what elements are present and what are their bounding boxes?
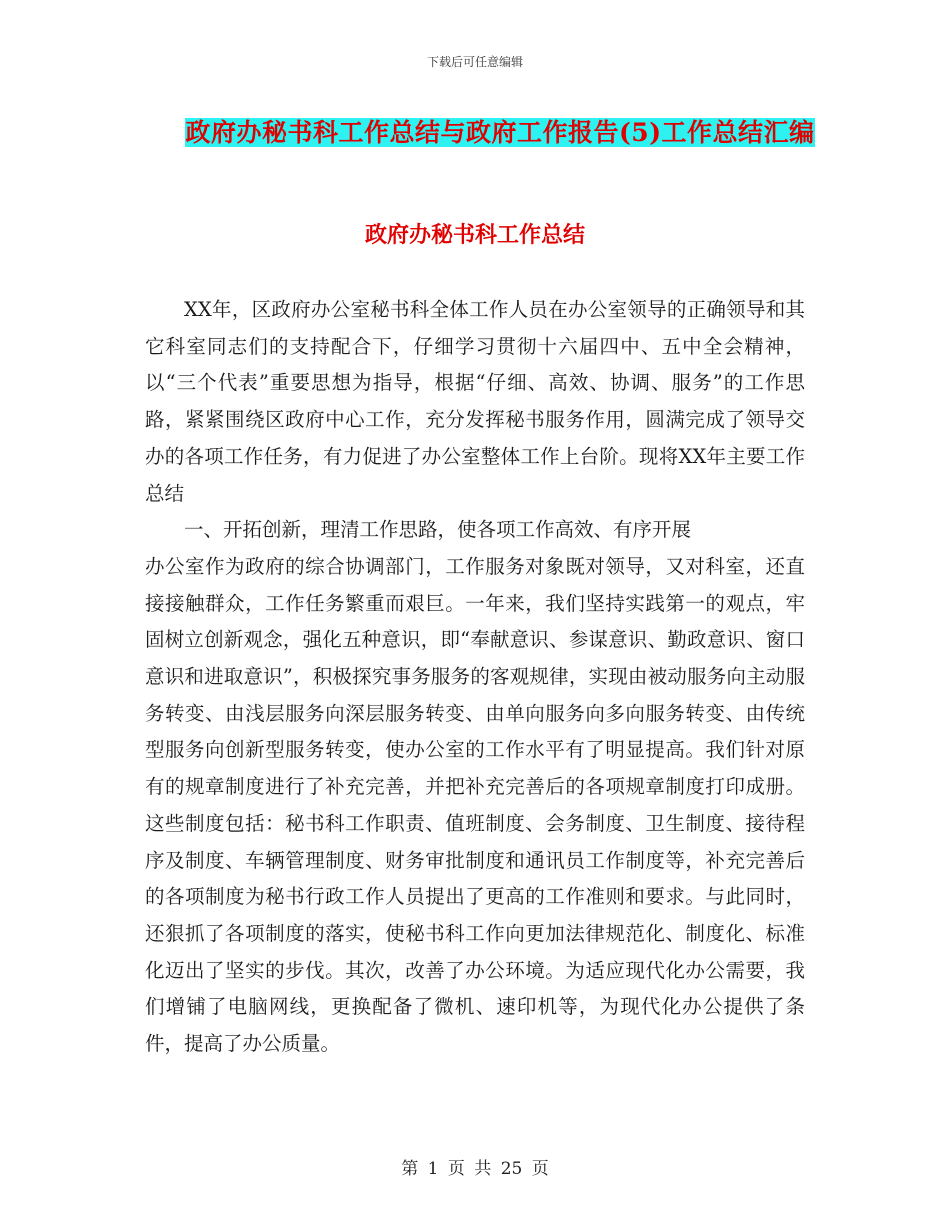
paragraph-heading-1: 一、开拓创新，理清工作思路，使各项工作高效、有序开展 <box>184 518 692 542</box>
paragraph-intro: XX年，区政府办公室秘书科全体工作人员在办公室领导的正确领导和其它科室同志们的支持配合下，仔细学习贯彻十六届四中、五中全会精神，以“三个代表”重要思想为指导，根据“仔细、高效、协调、服务”的工作思路，紧紧围绕区政府中心工作，充分发挥秘书服务作用，圆满完成了领导交办的各项工作任务，有力促进了办公室整体工作上台阶。现将XX年主要工作总结 <box>145 298 805 505</box>
document-body <box>145 292 805 1063</box>
document-title <box>180 110 820 155</box>
page-header-note: 下载后可任意编辑 <box>426 55 523 69</box>
section-title: 政府办秘书科工作总结 <box>364 222 585 248</box>
document-title-text: 政府办秘书科工作总结与政府工作报告(5)工作总结汇编 <box>185 118 815 147</box>
paragraph-body-1: 办公室作为政府的综合协调部门，工作服务对象既对领导，又对科室，还直接接触群众，工作任务繁重而艰巨。一年来，我们坚持实践第一的观点，牢固树立创新观念，强化五种意识，即“奉献意识、参谋意识、勤政意识、窗口意识和进取意识”，积极探究事务服务的客观规律，实现由被动服务向主动服务转变、由浅层服务向深层服务转变、由单向服务向多向服务转变、由传统型服务向创新型服务转变，使办公室的工作水平有了明显提高。我们针对原有的规章制度进行了补充完善，并把补充完善后的各项规章制度打印成册。这些制度包括：秘书科工作职责、值班制度、会务制度、卫生制度、接待程序及制度、车辆管理制度、财务审批制度和通讯员工作制度等，补充完善后的各项制度为秘书行政工作人员提出了更高的工作准则和要求。与此同时，还狠抓了各项制度的落实，使秘书科工作向更加法律规范化、制度化、标准化迈出了坚实的步伐。其次，改善了办公环境。为适应现代化办公需要，我们增铺了电脑网线，更换配备了微机、速印机等，为现代化办公提供了条件，提高了办公质量。 <box>145 554 805 1056</box>
page-number-footer: 第 1 页 共 25 页 <box>401 1159 549 1179</box>
